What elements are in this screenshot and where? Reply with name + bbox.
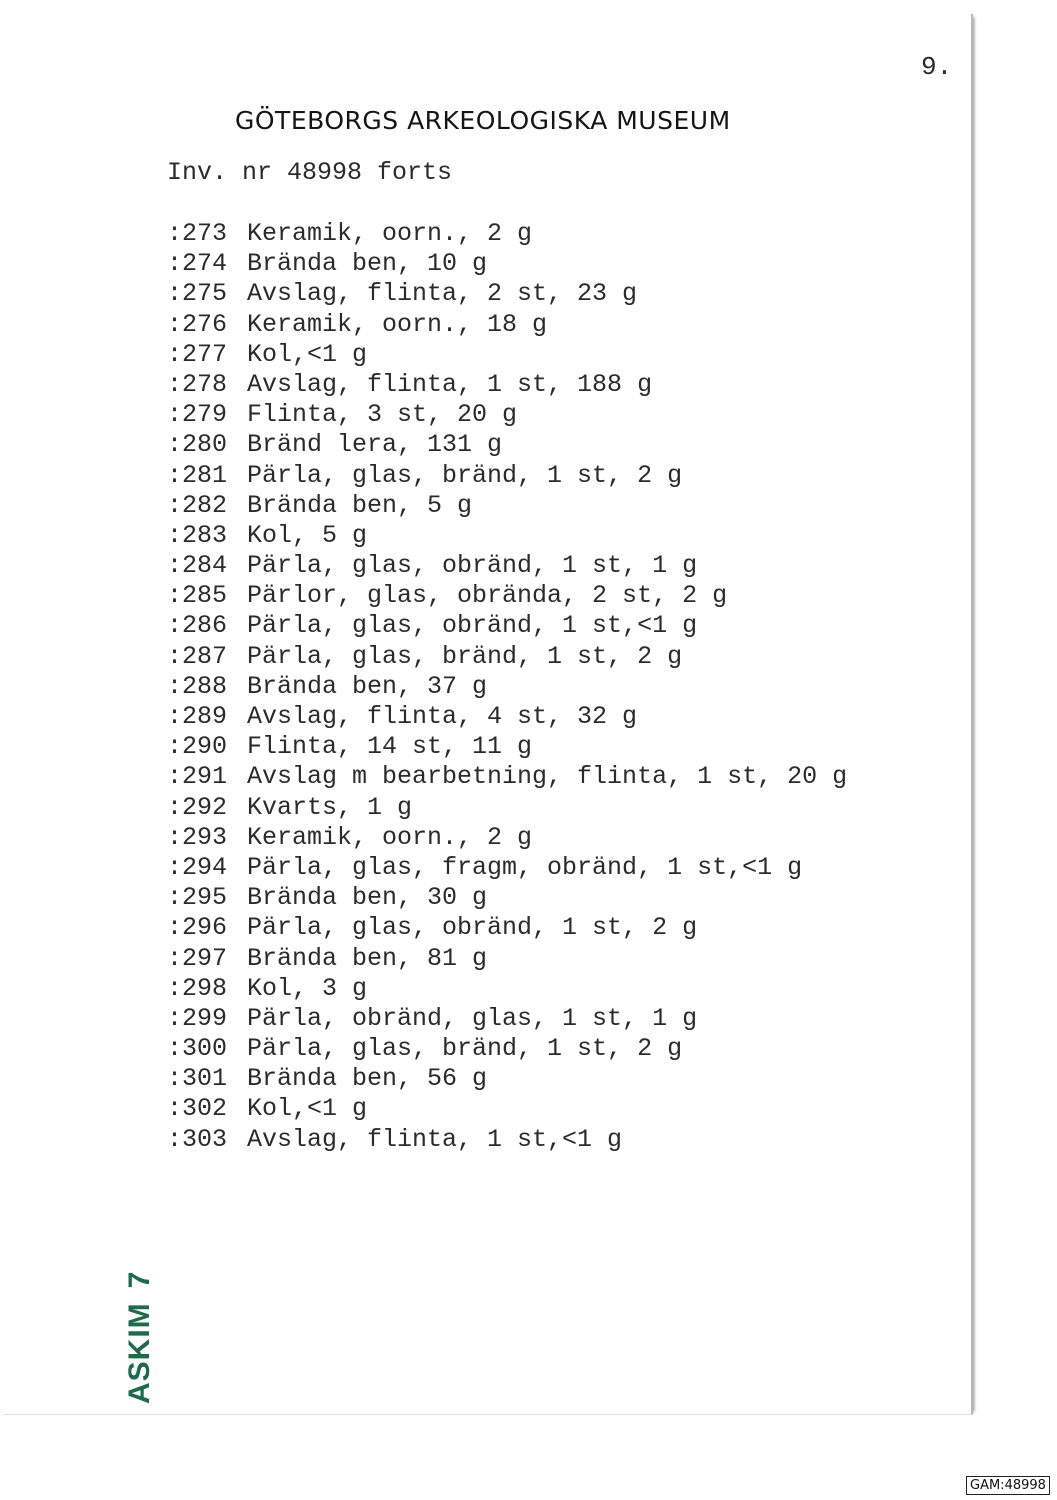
- list-item: [167, 461, 847, 491]
- entry-number: :282: [167, 490, 228, 520]
- entry-text: Pärla, obränd, glas, 1 st, 1 g: [247, 1003, 698, 1033]
- entry-text: Pärla, glas, obränd, 1 st, 2 g: [247, 913, 698, 943]
- entry-text: Brända ben, 81 g: [247, 943, 488, 973]
- entry-text: Pärlor, glas, obrända, 2 st, 2 g: [247, 581, 728, 611]
- entry-text: Brända ben, 10 g: [247, 249, 488, 279]
- list-item: [167, 1125, 847, 1155]
- entry-number: :301: [167, 1064, 228, 1094]
- stamp-word: ASKIM: [123, 1302, 156, 1404]
- entry-text: Pärla, glas, bränd, 1 st, 2 g: [247, 460, 683, 490]
- entry-text: Avslag m bearbetning, flinta, 1 st, 20 g: [247, 762, 848, 792]
- entry-number: :283: [167, 520, 228, 550]
- entry-number: :297: [167, 943, 228, 973]
- entry-text: Avslag, flinta, 1 st, 188 g: [247, 369, 653, 399]
- entry-text: Kol,<1 g: [247, 1094, 368, 1124]
- list-item: [167, 702, 847, 732]
- entry-number: :284: [167, 551, 228, 581]
- list-item: [167, 853, 847, 883]
- entry-number: :296: [167, 913, 228, 943]
- list-item: [167, 642, 847, 672]
- entry-text: Pärla, glas, obränd, 1 st, 1 g: [247, 551, 698, 581]
- list-item: [167, 521, 847, 551]
- entry-number: :299: [167, 1003, 228, 1033]
- entry-number: :281: [167, 460, 228, 490]
- entry-number: :277: [167, 339, 228, 369]
- entry-number: :291: [167, 762, 228, 792]
- list-item: [167, 913, 847, 943]
- list-item: [167, 249, 847, 279]
- list-item: [167, 551, 847, 581]
- entry-text: Pärla, glas, bränd, 1 st, 2 g: [247, 1034, 683, 1064]
- entry-number: :298: [167, 973, 228, 1003]
- entry-text: Avslag, flinta, 1 st,<1 g: [247, 1124, 623, 1154]
- entry-number: :278: [167, 369, 228, 399]
- page-number: 9.: [921, 52, 953, 82]
- entry-text: Brända ben, 30 g: [247, 883, 488, 913]
- entry-text: Flinta, 3 st, 20 g: [247, 400, 518, 430]
- entry-text: Pärla, glas, bränd, 1 st, 2 g: [247, 641, 683, 671]
- list-item: [167, 279, 847, 309]
- list-item: [167, 400, 847, 430]
- list-item: [167, 1094, 847, 1124]
- entry-number: :290: [167, 732, 228, 762]
- list-item: [167, 370, 847, 400]
- list-item: [167, 491, 847, 521]
- entry-number: :275: [167, 279, 228, 309]
- list-item: [167, 1064, 847, 1094]
- entry-number: :302: [167, 1094, 228, 1124]
- entry-text: Keramik, oorn., 18 g: [247, 309, 548, 339]
- entry-text: Avslag, flinta, 2 st, 23 g: [247, 279, 638, 309]
- list-item: [167, 974, 847, 1004]
- entry-number: :289: [167, 702, 228, 731]
- entry-text: Pärla, glas, obränd, 1 st,<1 g: [247, 611, 698, 641]
- entry-text: Keramik, oorn., 2 g: [247, 822, 533, 852]
- entry-text: Flinta, 14 st, 11 g: [247, 732, 533, 762]
- entry-number: :279: [167, 400, 228, 430]
- list-item: [167, 793, 847, 823]
- entry-number: :300: [167, 1034, 228, 1064]
- list-item: [167, 944, 847, 974]
- entry-number: :294: [167, 852, 228, 882]
- list-item: [167, 672, 847, 702]
- list-item: [167, 762, 847, 792]
- list-item: [167, 823, 847, 853]
- askim-stamp: [123, 1271, 157, 1404]
- entry-number: :276: [167, 309, 228, 339]
- entry-text: Keramik, oorn., 2 g: [247, 219, 533, 248]
- catalog-card: [3, 14, 973, 1415]
- list-item: [167, 732, 847, 762]
- entry-number: :288: [167, 671, 228, 701]
- entry-number: :285: [167, 581, 228, 611]
- list-item: [167, 310, 847, 340]
- entry-number: :286: [167, 611, 228, 641]
- museum-header: GÖTEBORGS ARKEOLOGISKA MUSEUM: [235, 106, 731, 135]
- entry-text: Kvarts, 1 g: [247, 792, 413, 822]
- entry-number: :295: [167, 883, 228, 913]
- entry-number: :273: [167, 219, 228, 248]
- entry-number: :287: [167, 641, 228, 671]
- inventory-number-line: Inv. nr 48998 forts: [167, 158, 453, 187]
- entry-text: Kol, 5 g: [247, 520, 368, 550]
- entry-text: Brända ben, 37 g: [247, 671, 488, 701]
- entry-text: Kol, 3 g: [247, 973, 368, 1003]
- entry-text: Brända ben, 5 g: [247, 490, 473, 520]
- find-entries-list: [167, 219, 847, 1155]
- entry-text: Avslag, flinta, 4 st, 32 g: [247, 702, 638, 731]
- list-item: [167, 1004, 847, 1034]
- list-item: [167, 581, 847, 611]
- list-item: [167, 1034, 847, 1064]
- list-item: [167, 219, 847, 249]
- entry-text: Kol,<1 g: [247, 339, 368, 369]
- entry-text: Brända ben, 56 g: [247, 1064, 488, 1094]
- entry-number: :293: [167, 822, 228, 852]
- entry-text: Pärla, glas, fragm, obränd, 1 st,<1 g: [247, 852, 803, 882]
- entry-number: :280: [167, 430, 228, 460]
- entry-number: :274: [167, 249, 228, 279]
- list-item: [167, 430, 847, 460]
- entry-number: :292: [167, 792, 228, 822]
- list-item: [167, 340, 847, 370]
- entry-text: Bränd lera, 131 g: [247, 430, 503, 460]
- list-item: [167, 883, 847, 913]
- list-item: [167, 611, 847, 641]
- entry-number: :303: [167, 1124, 228, 1154]
- stamp-number: 7: [123, 1270, 156, 1289]
- catalog-reference-label: GAM:48998: [966, 1476, 1050, 1495]
